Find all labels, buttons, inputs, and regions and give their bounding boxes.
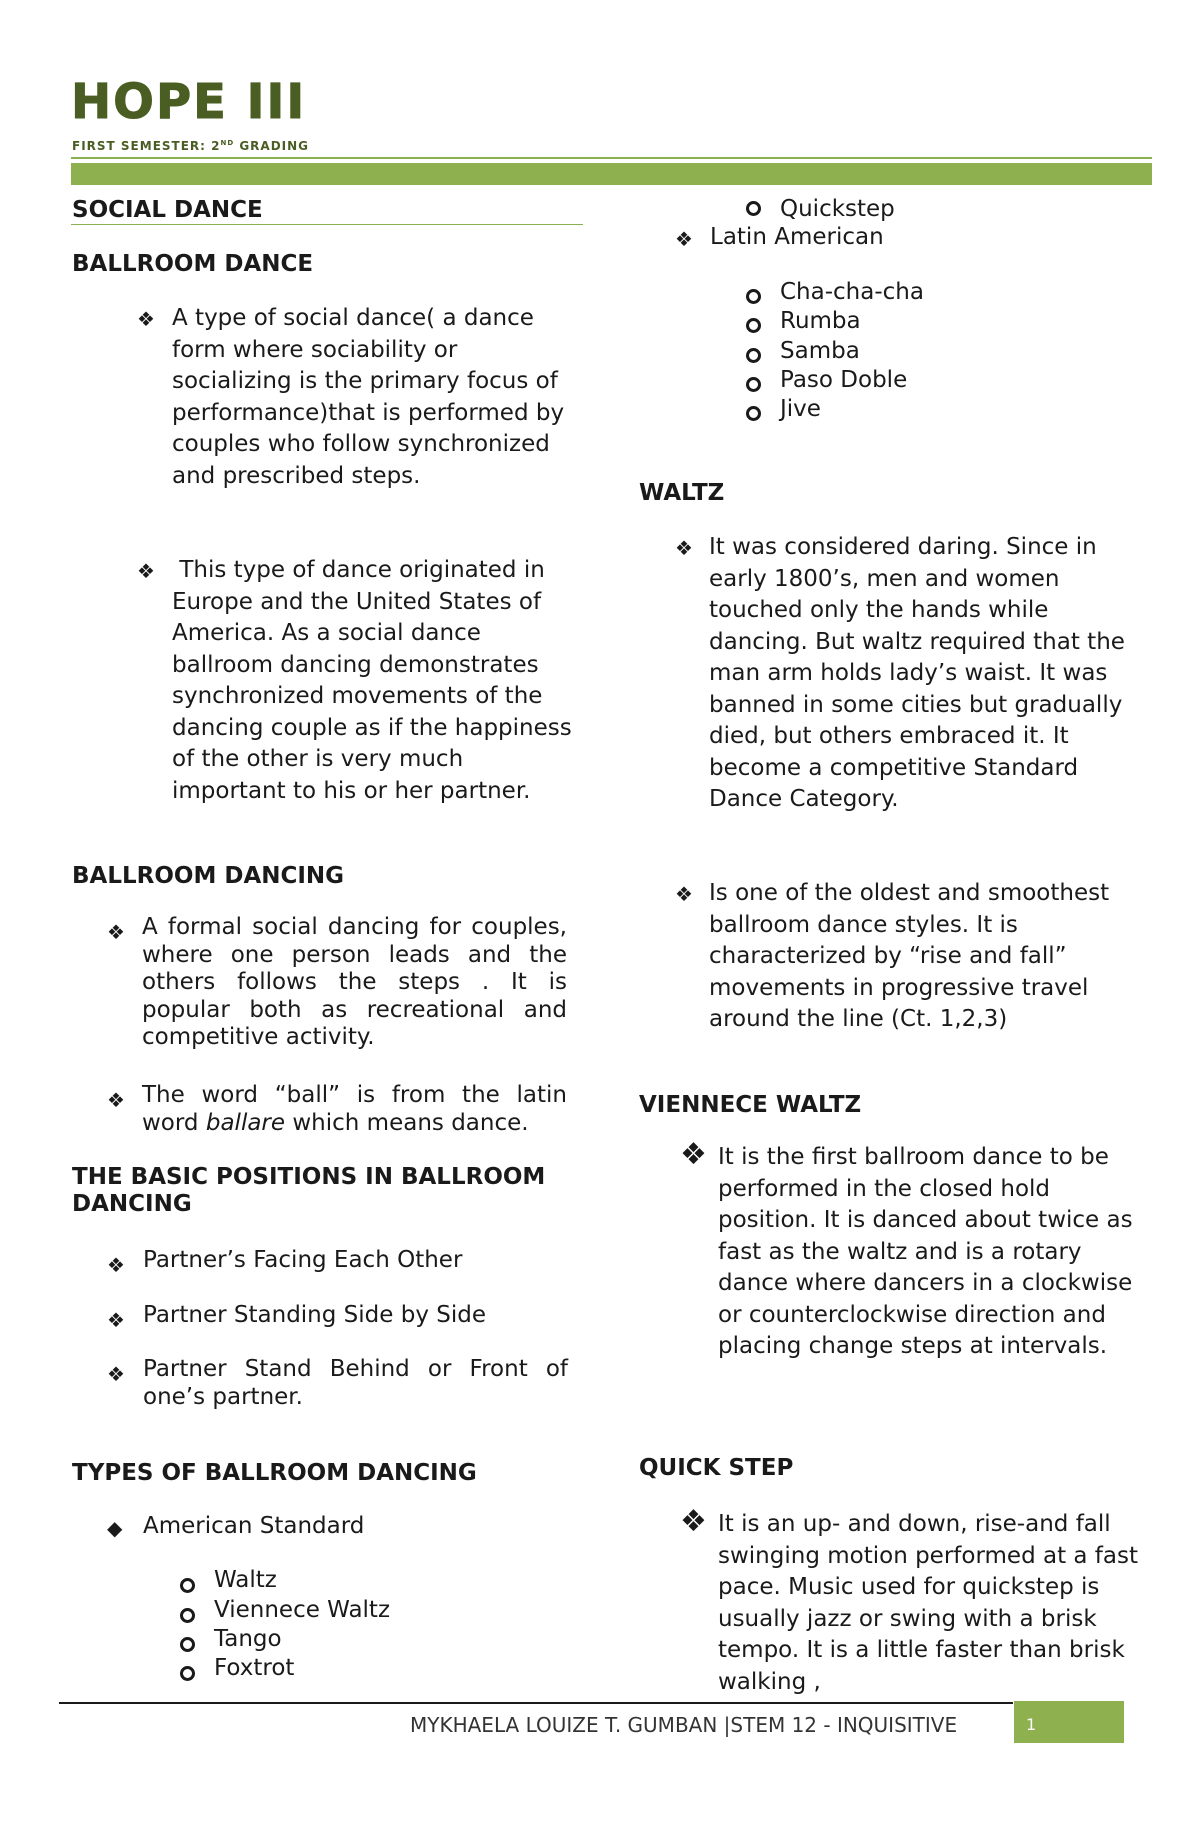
viennece-waltz-paragraph: It is the first ballroom dance to be performed in the closed hold position. It is danced about twice as fast as the waltz and is a rotary dance where dancers in a clockwise or counterclockwise direction and placing change steps at intervals.: [718, 1144, 1133, 1359]
diamond-bullet-icon: ❖: [675, 536, 693, 560]
latin-item-samba: Samba: [780, 338, 860, 364]
circle-bullet-icon: [180, 1637, 195, 1652]
ballroom-dancing-paragraph-1: A formal social dancing for couples, where one person leads and the others follows the steps . It is popular both as recreational and competitive activity.: [142, 914, 567, 1050]
types-heading: TYPES OF BALLROOM DANCING: [72, 1460, 477, 1486]
circle-bullet-icon: [180, 1578, 195, 1593]
ballroom-dance-paragraph-2: This type of dance originated in Europe and the United States of America. As a social dance ballroom dancing demonstrates synchronized movements of the dancing couple as if the happiness of the other is very much important to his or her partner.: [172, 557, 580, 804]
sub-item-viennece-waltz: Viennece Waltz: [214, 1597, 391, 1623]
sub-item-tango: Tango: [214, 1626, 282, 1652]
circle-bullet-icon: [746, 348, 761, 363]
diamond-bullet-icon: ❖: [680, 1504, 707, 1539]
circle-bullet-icon: [746, 318, 761, 333]
diamond-bullet-icon: ❖: [675, 227, 693, 251]
sub-item-foxtrot: Foxtrot: [214, 1655, 295, 1681]
section-social-dance-heading: SOCIAL DANCE: [72, 197, 263, 223]
diamond-bullet-icon: ❖: [137, 559, 155, 583]
diamond-bullet-icon: ❖: [107, 1362, 125, 1386]
circle-bullet-icon: [180, 1608, 195, 1623]
diamond-bullet-icon: ❖: [137, 307, 155, 331]
latin-item-paso-doble: Paso Doble: [780, 367, 908, 393]
basic-position-item-2: Partner Standing Side by Side: [143, 1302, 486, 1328]
latin-american-item: Latin American: [710, 224, 884, 250]
footer-divider: [59, 1702, 1013, 1704]
footer-author: MYKHAELA LOUIZE T. GUMBAN |STEM 12 - INQUISITIVE: [410, 1713, 958, 1737]
viennece-waltz-heading: VIENNECE WALTZ: [639, 1092, 862, 1118]
ballroom-dancing-heading: BALLROOM DANCING: [72, 863, 345, 889]
page-number: 1: [1026, 1715, 1037, 1734]
circle-bullet-icon: [180, 1666, 195, 1681]
section-divider: [71, 224, 583, 225]
basic-position-item-3: Partner Stand Behind or Front of one’s partner.: [143, 1356, 568, 1410]
quick-step-paragraph: It is an up- and down, rise-and fall swinging motion performed at a fast pace. Music used for quickstep is usually jazz or swing with a brisk tempo. It is a little faster than brisk walking ,: [718, 1511, 1138, 1695]
waltz-heading: WALTZ: [639, 480, 725, 506]
diamond-bullet-icon: ❖: [107, 920, 125, 944]
diamond-bullet-icon: ❖: [107, 1253, 125, 1277]
document-title: HOPE III: [71, 74, 307, 130]
ballroom-dance-heading: BALLROOM DANCE: [72, 251, 314, 277]
document-subtitle: FIRST SEMESTER: 2ND GRADING: [72, 139, 310, 153]
waltz-paragraph-1: It was considered daring. Since in early 1800’s, men and women touched only the hands while dancing. But waltz required that the man arm holds lady’s waist. It was banned in some cities but gradually died, but others embraced it. It become a competitive Standard Dance Category.: [709, 534, 1125, 812]
circle-bullet-icon: [746, 201, 761, 216]
latin-item-cha-cha-cha: Cha-cha-cha: [780, 279, 924, 305]
circle-bullet-icon: [746, 289, 761, 304]
diamond-bullet-icon: ❖: [107, 1088, 125, 1112]
circle-bullet-icon: [746, 406, 761, 421]
basic-position-item-1: Partner’s Facing Each Other: [143, 1247, 463, 1273]
latin-sub-item-quickstep: Quickstep: [780, 196, 895, 222]
solid-diamond-bullet-icon: ◆: [107, 1516, 123, 1540]
latin-item-jive: Jive: [780, 396, 821, 422]
diamond-bullet-icon: ❖: [675, 882, 693, 906]
basic-positions-heading: THE BASIC POSITIONS IN BALLROOM DANCING: [72, 1164, 546, 1217]
american-standard-item: American Standard: [143, 1513, 365, 1539]
ballroom-dance-paragraph-1: A type of social dance( a dance form where sociability or socializing is the primary focus of performance)that is performed by couples who follow synchronized and prescribed steps.: [172, 305, 565, 489]
diamond-bullet-icon: ❖: [680, 1137, 707, 1172]
sub-item-waltz: Waltz: [214, 1567, 277, 1593]
waltz-paragraph-2: Is one of the oldest and smoothest ballroom dance styles. It is characterized by “rise and fall” movements in progressive travel around the line (Ct. 1,2,3): [709, 880, 1110, 1032]
latin-item-rumba: Rumba: [780, 308, 861, 334]
diamond-bullet-icon: ❖: [107, 1308, 125, 1332]
header-divider-bar: [71, 163, 1152, 185]
ballroom-dancing-paragraph-2: The word “ball” is from the latin word ballare which means dance.: [142, 1082, 567, 1136]
quick-step-heading: QUICK STEP: [639, 1455, 794, 1481]
circle-bullet-icon: [746, 377, 761, 392]
header-divider-thin: [71, 157, 1152, 159]
